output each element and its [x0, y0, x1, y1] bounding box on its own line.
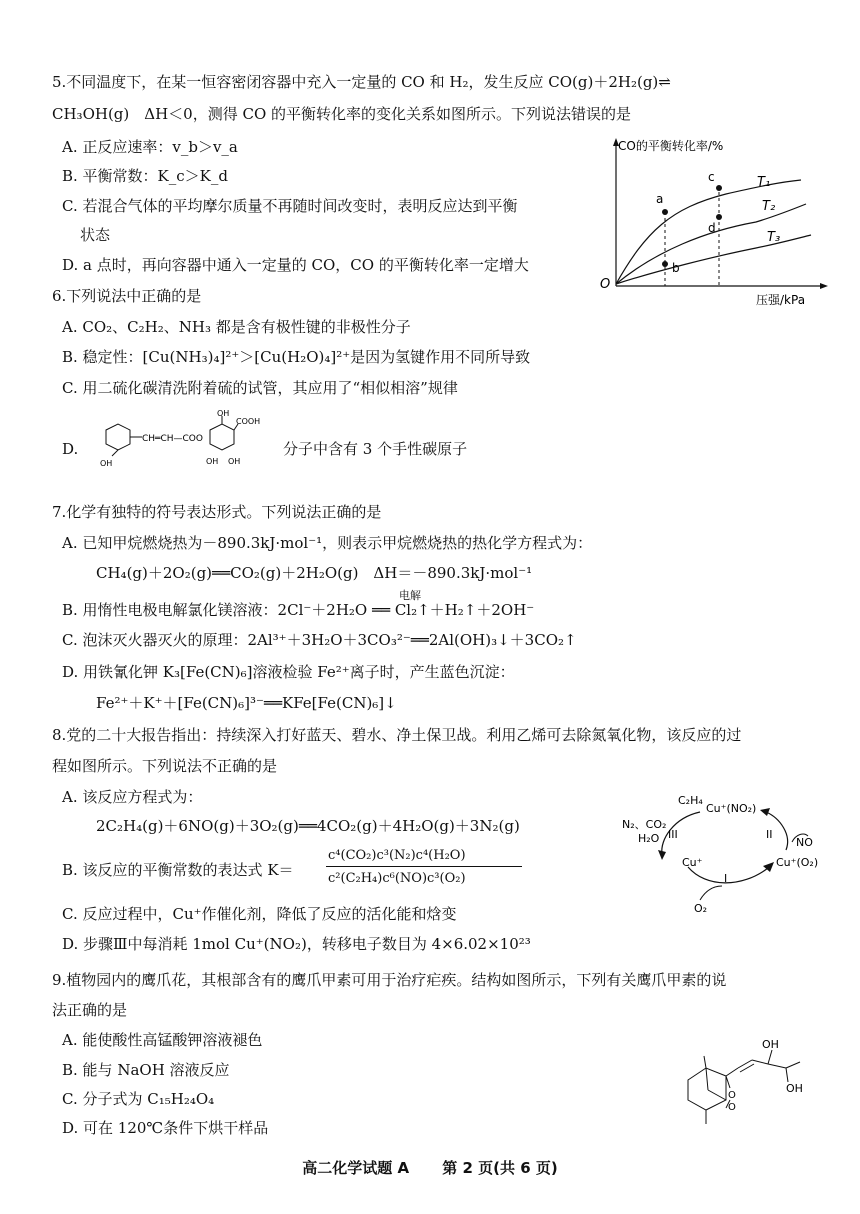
no-label: NO: [796, 836, 813, 849]
q8-stem-line1: 8.党的二十大报告指出：持续深入打好蓝天、碧水、净土保卫战。利用乙烯可去除氮氧化物，该反应的过: [52, 726, 742, 744]
q5-option-c-line1: C. 若混合气体的平均摩尔质量不再随时间改变时，表明反应达到平衡: [62, 197, 518, 215]
label-t1: T₁: [757, 175, 771, 190]
page-number: 第 2 页(共 6 页): [442, 1159, 558, 1177]
q7-option-d-equation: Fe²⁺＋K⁺＋[Fe(CN)₆]³⁻══KFe[Fe(CN)₆]↓: [96, 694, 397, 712]
point-a: [662, 209, 668, 215]
q6-molecule-structure: [86, 408, 276, 468]
label-c: c: [708, 170, 715, 184]
exam-title: 高二化学试题 A: [302, 1159, 410, 1177]
q9-oh-top: OH: [762, 1038, 779, 1051]
q9-molecule-structure: [668, 1038, 828, 1140]
q7-option-a-equation: CH₄(g)＋2O₂(g)══CO₂(g)＋2H₂O(g) ΔH＝－890.3kJ·mol⁻¹: [96, 564, 533, 582]
point-d: [716, 214, 722, 220]
q9-peroxide-o1: O: [728, 1090, 736, 1101]
q6-option-b: B. 稳定性：[Cu(NH₃)₄]²⁺＞[Cu(H₂O)₄]²⁺是因为氢键作用不同所导致: [62, 348, 531, 366]
q8-fraction-bar: [326, 866, 522, 867]
o2-label: O₂: [694, 902, 708, 915]
q6-oh-bottom-2: OH: [228, 457, 241, 466]
q5-option-a: A. 正反应速率：v_b＞v_a: [62, 138, 238, 156]
q9-option-d: D. 可在 120℃条件下烘干样品: [62, 1119, 269, 1137]
cu-no2-label: Cu⁺(NO₂): [706, 802, 757, 815]
q8-k-denominator: c²(C₂H₄)c⁶(NO)c³(O₂): [328, 871, 466, 886]
q7-option-c: C. 泡沫灭火器灭火的原理：2Al³⁺＋3H₂O＋3CO₃²⁻══2Al(OH)₃↓＋3CO₂↑: [62, 631, 577, 649]
products-label-1: N₂、CO₂: [622, 818, 667, 831]
q8-catalytic-cycle-diagram: [618, 790, 828, 918]
q8-option-a-line1: A. 该反应方程式为：: [62, 788, 203, 806]
q5-stem-line1: 5.不同温度下，在某一恒容密闭容器中充入一定量的 CO 和 H₂，发生反应 CO(g)＋2H₂(g)⇌: [52, 73, 671, 91]
q5-option-c-line2: 状态: [80, 226, 111, 244]
c2h4-label: C₂H₄: [678, 794, 703, 807]
q6-oh-bottom-1: OH: [206, 457, 219, 466]
origin-label: O: [600, 277, 611, 292]
q6-cooh: COOH: [236, 417, 261, 426]
q7-electrolysis-condition: 电解: [399, 589, 421, 602]
q7-stem: 7.化学有独特的符号表达形式。下列说法正确的是: [52, 503, 382, 521]
q8-stem-line2: 程如图所示。下列说法不正确的是: [52, 757, 278, 775]
q6-option-d-label: D.: [62, 440, 79, 458]
step-1-label: I: [724, 872, 728, 885]
q9-stem-line1: 9.植物园内的鹰爪花，其根部含有的鹰爪甲素可用于治疗疟疾。结构如图所示，下列有关鹰爪甲素的说: [52, 971, 727, 989]
q8-option-a-equation: 2C₂H₄(g)＋6NO(g)＋3O₂(g)══4CO₂(g)＋4H₂O(g)＋3N₂(g): [96, 817, 520, 835]
point-c: [716, 185, 722, 191]
q5-option-b: B. 平衡常数：K_c＞K_d: [62, 167, 228, 185]
q7-option-a-line1: A. 已知甲烷燃烧热为－890.3kJ·mol⁻¹，则表示甲烷燃烧热的热化学方程式为：: [62, 534, 593, 552]
page-footer: [0, 1157, 860, 1178]
q6-oh-left: OH: [100, 459, 113, 468]
q6-option-d-text: 分子中含有 3 个手性碳原子: [283, 440, 468, 458]
curve-t3: [616, 235, 811, 284]
cu-label: Cu⁺: [682, 856, 703, 869]
q6-option-a: A. CO₂、C₂H₂、NH₃ 都是含有极性键的非极性分子: [62, 318, 411, 336]
y-axis-label: CO的平衡转化率/%: [618, 139, 724, 153]
products-label-2: H₂O: [638, 832, 660, 845]
cu-o2-label: Cu⁺(O₂): [776, 856, 819, 869]
q8-option-d: D. 步骤Ⅲ中每消耗 1mol Cu⁺(NO₂)，转移电子数目为 4×6.02×10²³: [62, 935, 531, 953]
q8-k-numerator: c⁴(CO₂)c³(N₂)c⁴(H₂O): [328, 848, 466, 863]
label-t3: T₃: [767, 230, 781, 245]
q8-option-b-prefix: B. 该反应的平衡常数的表达式 K＝: [62, 861, 294, 879]
q6-oh-top: OH: [217, 409, 230, 418]
q9-oh-right: OH: [786, 1082, 803, 1095]
q9-peroxide-o2: O: [728, 1102, 736, 1113]
label-d: d: [708, 221, 716, 235]
q6-stem: 6.下列说法中正确的是: [52, 287, 202, 305]
q5-equilibrium-figure: [596, 136, 836, 308]
q7-option-b: B. 用惰性电极电解氯化镁溶液：2Cl⁻＋2H₂O ══ Cl₂↑＋H₂↑＋2OH⁻: [62, 601, 535, 619]
label-b: b: [672, 261, 680, 275]
label-a: a: [656, 192, 664, 206]
q9-option-a: A. 能使酸性高锰酸钾溶液褪色: [62, 1031, 263, 1049]
step-3-label: III: [668, 828, 678, 841]
x-axis-label: 压强/kPa: [756, 293, 806, 307]
q8-option-c: C. 反应过程中，Cu⁺作催化剂，降低了反应的活化能和焓变: [62, 905, 457, 923]
q9-option-c: C. 分子式为 C₁₅H₂₄O₄: [62, 1090, 215, 1108]
point-b: [662, 261, 668, 267]
step-2-label: II: [766, 828, 773, 841]
q6-option-c: C. 用二硫化碳清洗附着硫的试管，其应用了“相似相溶”规律: [62, 379, 458, 397]
q7-option-d-line1: D. 用铁氰化钾 K₃[Fe(CN)₆]溶液检验 Fe²⁺离子时，产生蓝色沉淀：: [62, 663, 515, 681]
q9-stem-line2: 法正确的是: [52, 1001, 128, 1019]
q6-chain-text: CH═CH—COO: [142, 434, 203, 444]
q5-option-d: D. a 点时，再向容器中通入一定量的 CO，CO 的平衡转化率一定增大: [62, 256, 529, 274]
q5-stem-line2: CH₃OH(g) ΔH＜0，测得 CO 的平衡转化率的变化关系如图所示。下列说法错误的是: [52, 105, 632, 123]
q9-option-b: B. 能与 NaOH 溶液反应: [62, 1061, 230, 1079]
label-t2: T₂: [762, 199, 776, 214]
